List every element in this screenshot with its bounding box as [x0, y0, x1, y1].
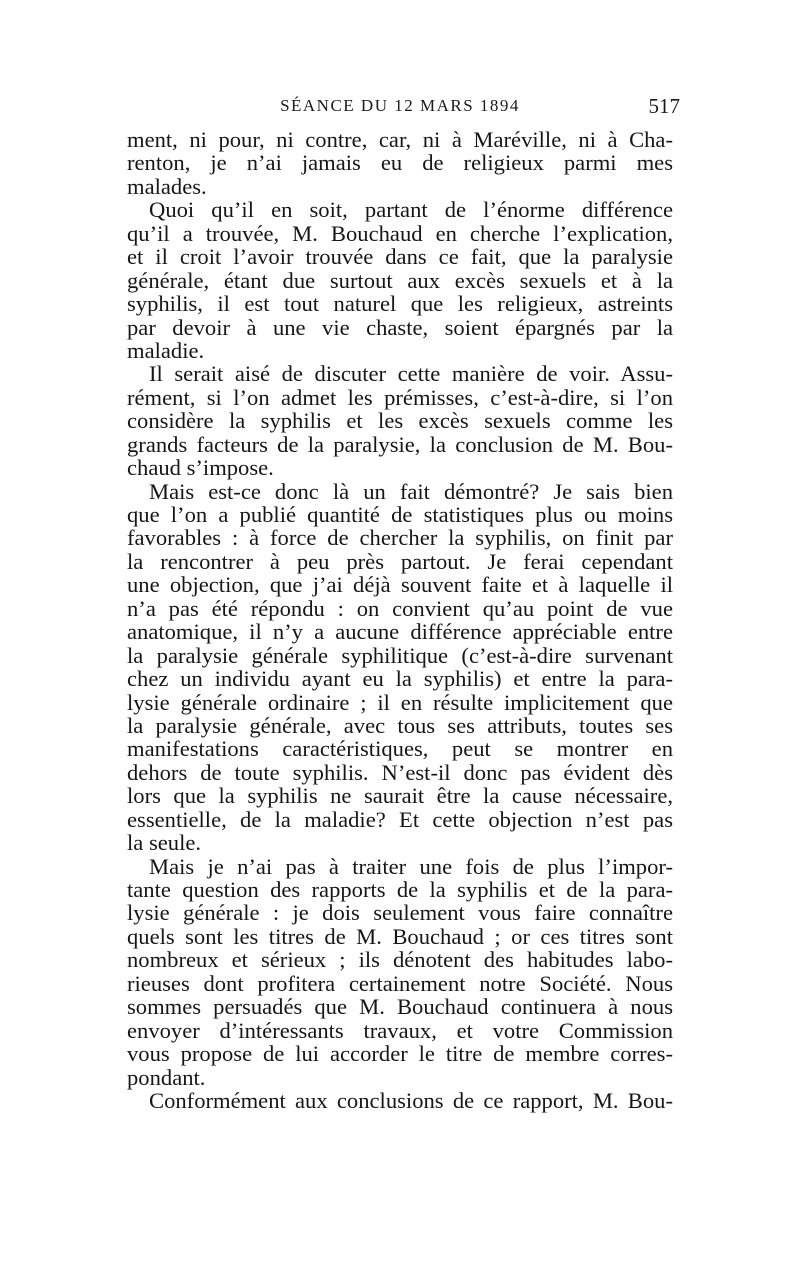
paragraph	[127, 1089, 673, 1112]
paragraph	[127, 480, 673, 855]
paragraph	[127, 362, 673, 479]
text-line: qu’il a trouvée, M. Bouchaud en cherche l’explication,	[127, 220, 673, 246]
text-line: grands facteurs de la paralysie, la conclusion de M. Bou-	[127, 431, 673, 457]
paragraph	[127, 198, 673, 362]
text-line: considère la syphilis et les excès sexuels comme les	[127, 408, 673, 434]
text-line: Conformément aux conclusions de ce rapport, M. Bou-	[149, 1087, 673, 1113]
text-line: lors que la syphilis ne saurait être la cause nécessaire,	[127, 783, 673, 809]
text-line: la paralysie générale, avec tous ses attributs, toutes ses	[127, 712, 673, 738]
text-line: lysie générale : je dois seulement vous faire connaître	[127, 900, 673, 926]
text-line: la paralysie générale syphilitique (c’est-à-dire survenant	[127, 642, 673, 668]
text-line: quels sont les titres de M. Bouchaud ; or ces titres sont	[127, 923, 673, 949]
text-line: vous propose de lui accorder le titre de membre corres-	[127, 1041, 673, 1067]
text-line: chaud s’impose.	[127, 455, 274, 481]
text-line: Il serait aisé de discuter cette manière de voir. Assu-	[149, 361, 673, 387]
text-line: une objection, que j’ai déjà souvent faite et à laquelle il	[127, 572, 673, 598]
text-line: chez un individu ayant eu la syphilis) et entre la para-	[127, 666, 673, 692]
text-line: la seule.	[127, 830, 202, 856]
text-line: Quoi qu’il en soit, partant de l’énorme différence	[149, 197, 673, 223]
text-line: sommes persuadés que M. Bouchaud continuera à nous	[127, 994, 673, 1020]
paragraph	[127, 128, 673, 198]
page-number: 517	[648, 94, 680, 118]
text-line: lysie générale ordinaire ; il en résulte implicitement que	[127, 689, 673, 715]
text-line: manifestations caractéristiques, peut se montrer en	[127, 736, 673, 762]
text-line: anatomique, il n’y a aucune différence appréciable entre	[127, 619, 673, 645]
text-line: essentielle, de la maladie? Et cette objection n’est pas	[127, 806, 673, 832]
text-line: la rencontrer à peu près partout. Je ferai cependant	[127, 548, 673, 574]
text-line: syphilis, il est tout naturel que les religieux, astreints	[127, 291, 673, 317]
paragraph	[127, 855, 673, 1089]
text-line: rieuses dont profitera certainement notre Société. Nous	[127, 970, 673, 996]
text-line: maladie.	[127, 337, 205, 363]
text-line: par devoir à une vie chaste, soient épargnés par la	[127, 314, 673, 340]
text-line: malades.	[127, 173, 207, 199]
text-line: envoyer d’intéressants travaux, et votre Commission	[127, 1017, 673, 1043]
page-header	[120, 92, 680, 122]
text-line: favorables : à force de chercher la syphilis, on finit par	[127, 525, 673, 551]
text-line: renton, je n’ai jamais eu de religieux parmi mes	[127, 150, 673, 176]
text-line: générale, étant due surtout aux excès sexuels et à la	[127, 267, 673, 293]
text-line: tante question des rapports de la syphilis et de la para-	[127, 877, 673, 902]
text-line: ment, ni pour, ni contre, car, ni à Maréville, ni à Cha-	[127, 127, 673, 152]
text-line: et il croit l’avoir trouvée dans ce fait, que la paralysie	[127, 244, 673, 270]
text-line: dehors de toute syphilis. N’est-il donc pas évident dès	[127, 759, 673, 785]
text-line: n’a pas été répondu : on convient qu’au point de vue	[127, 595, 673, 621]
running-head: SÉANCE DU 12 MARS 1894	[280, 96, 520, 115]
text-line: pondant.	[127, 1064, 206, 1090]
text-line: Mais je n’ai pas à traiter une fois de plus l’impor-	[149, 853, 673, 879]
text-line: rément, si l’on admet les prémisses, c’est-à-dire, si l’on	[127, 384, 673, 410]
text-line: que l’on a publié quantité de statistiques plus ou moins	[127, 502, 673, 527]
text-line: Mais est-ce donc là un fait démontré? Je sais bien	[149, 478, 673, 504]
body-text	[127, 128, 673, 1112]
text-line: nombreux et sérieux ; ils dénotent des habitudes labo-	[127, 947, 673, 973]
